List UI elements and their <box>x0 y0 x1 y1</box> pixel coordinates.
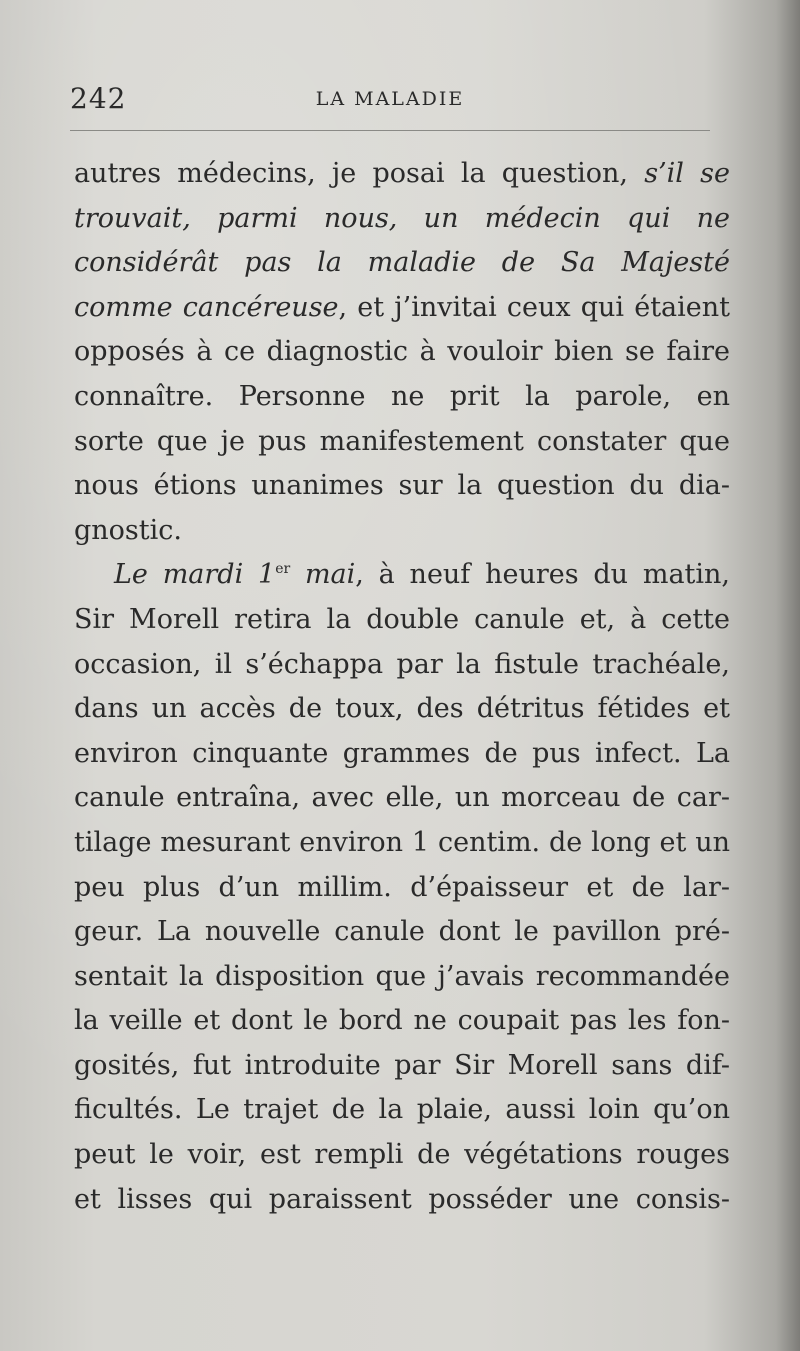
text-line: peut le voir, est rempli de végétations rouges <box>74 1139 730 1171</box>
text-line: sorte que je pus manifestement constater que <box>74 425 730 457</box>
body-text <box>74 152 730 1222</box>
text-line: autres médecins, je posai la question, s’il se <box>74 158 730 189</box>
text-line: trouvait, parmi nous, un médecin qui ne <box>74 202 730 234</box>
text-line: environ cinquante grammes de pus infect. La <box>74 737 730 769</box>
text-line: gosités, fut introduite par Sir Morell sans dif- <box>74 1049 730 1081</box>
text-line: comme cancéreuse, et j’invitai ceux qui étaient <box>74 291 731 323</box>
text-line: et lisses qui paraissent posséder une consis- <box>74 1183 730 1215</box>
text-line: tilage mesurant environ 1 centim. de long et un <box>74 826 730 858</box>
text-line: canule entraîna, avec elle, un morceau de car- <box>74 782 730 814</box>
text-line: gnostic. <box>74 514 182 546</box>
text-line: sentait la disposition que j’avais recommandée <box>74 960 730 992</box>
text-line: Sir Morell retira la double canule et, à cette <box>74 603 730 635</box>
page-number: 242 <box>70 82 127 115</box>
text-line: geur. La nouvelle canule dont le pavillon pré- <box>74 916 730 948</box>
text-line: Le mardi 1er mai, à neuf heures du matin, <box>114 559 730 591</box>
text-line: occasion, il s’échappa par la fistule trachéale, <box>74 648 730 680</box>
text-line: considérât pas la maladie de Sa Majesté <box>74 247 730 279</box>
running-title: LA MALADIE <box>315 88 465 110</box>
text-line: la veille et dont le bord ne coupait pas les fon- <box>74 1005 730 1037</box>
text-line: peu plus d’un millim. d’épaisseur et de lar- <box>74 871 730 903</box>
text-line: ficultés. Le trajet de la plaie, aussi loin qu’on <box>74 1094 730 1126</box>
text-line: opposés à ce diagnostic à vouloir bien se faire <box>74 336 730 368</box>
text-line: connaître. Personne ne prit la parole, en <box>74 380 730 412</box>
page-header <box>70 82 710 116</box>
text-line: nous étions unanimes sur la question du dia- <box>74 470 730 502</box>
text-line: dans un accès de toux, des détritus fétides et <box>74 693 730 725</box>
header-rule <box>70 130 710 131</box>
